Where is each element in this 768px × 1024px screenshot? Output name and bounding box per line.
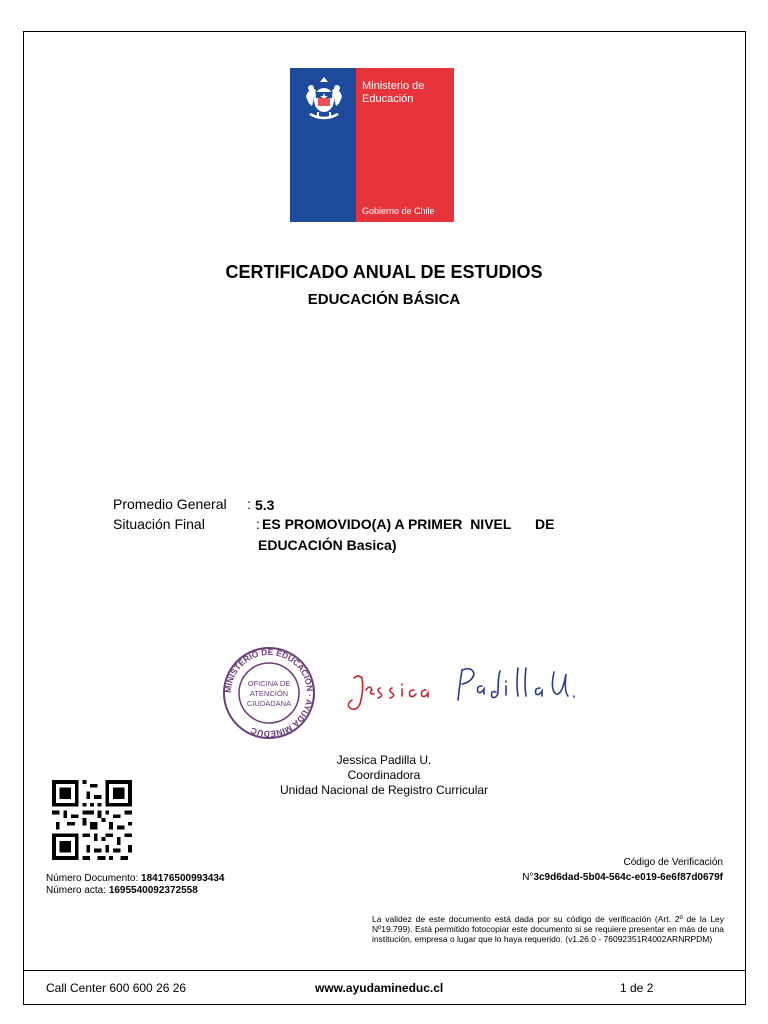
acta-number <box>46 885 198 896</box>
verification-label: Código de Verificación <box>623 857 723 868</box>
acta-number-value: 1695540092372558 <box>108 885 198 896</box>
certificate-subtitle: EDUCACIÓN BÁSICA <box>307 291 461 308</box>
stamp-inner-line3: CIUDADANA <box>246 699 292 708</box>
qr-code-icon <box>52 780 132 860</box>
final-status-separator: : <box>256 516 260 532</box>
website-link[interactable]: www.ayudamineduc.cl <box>315 981 444 995</box>
signer-name: Jessica Padilla U. <box>336 753 432 767</box>
average-label: Promedio General <box>113 496 227 512</box>
stamp-inner-line2: ATENCIÓN <box>249 689 289 698</box>
call-center: Call Center 600 600 26 26 <box>46 981 187 995</box>
certificate-title: CERTIFICADO ANUAL DE ESTUDIOS <box>225 262 543 282</box>
logo-ministry-name <box>362 80 452 106</box>
verification-code-value: 3c9d6dad-5b04-564c-e019-6e6f87d0679f <box>533 872 723 883</box>
logo-name-line1: Ministerio de <box>362 80 425 92</box>
document-number-value: 184176500993434 <box>141 873 225 884</box>
document-number <box>46 873 224 884</box>
coat-of-arms-icon <box>298 76 350 122</box>
handwritten-signature <box>336 656 586 716</box>
footer-rule <box>23 970 746 971</box>
stamp-outer-text: MINISTERIO DE EDUCACIÓN · AYUDA MINEDUC <box>222 646 316 740</box>
office-stamp <box>222 646 316 740</box>
document-number-label: Número Documento: <box>46 873 142 884</box>
verification-prefix: N° <box>522 872 534 883</box>
logo-name-line2: Educación <box>362 93 414 105</box>
page-number: 1 de 2 <box>620 981 654 995</box>
logo-government: Gobierno de Chile <box>362 206 435 216</box>
signer-unit: Unidad Nacional de Registro Curricular <box>279 783 489 797</box>
acta-number-label: Número acta: <box>46 885 109 896</box>
logo-blue-panel <box>290 68 356 222</box>
validity-notice: La validez de este documento está dada por su código de verificación (Art. 2º de la Ley Nº19.799). Está permitido fotocopiar este documento si se requiere presentar en más de una institución, empresa o lugar que lo haya requerido. (v1.26.0 - 76092351R4002ARNRPDM) <box>372 914 724 944</box>
final-status-value-line1: ES PROMOVIDO(A) A PRIMER NIVEL <box>262 516 512 532</box>
verification-code <box>522 872 723 883</box>
logo-red-panel <box>356 68 454 222</box>
average-value: 5.3 <box>255 497 275 513</box>
final-status-label: Situación Final <box>113 516 205 532</box>
final-status-value-de: DE <box>535 516 555 532</box>
final-status-value-line2: EDUCACIÓN Basica) <box>258 537 397 553</box>
signer-role: Coordinadora <box>347 768 421 782</box>
stamp-inner-line1: OFICINA DE <box>247 679 291 688</box>
average-separator: : <box>247 496 251 512</box>
ministry-logo <box>290 68 454 222</box>
